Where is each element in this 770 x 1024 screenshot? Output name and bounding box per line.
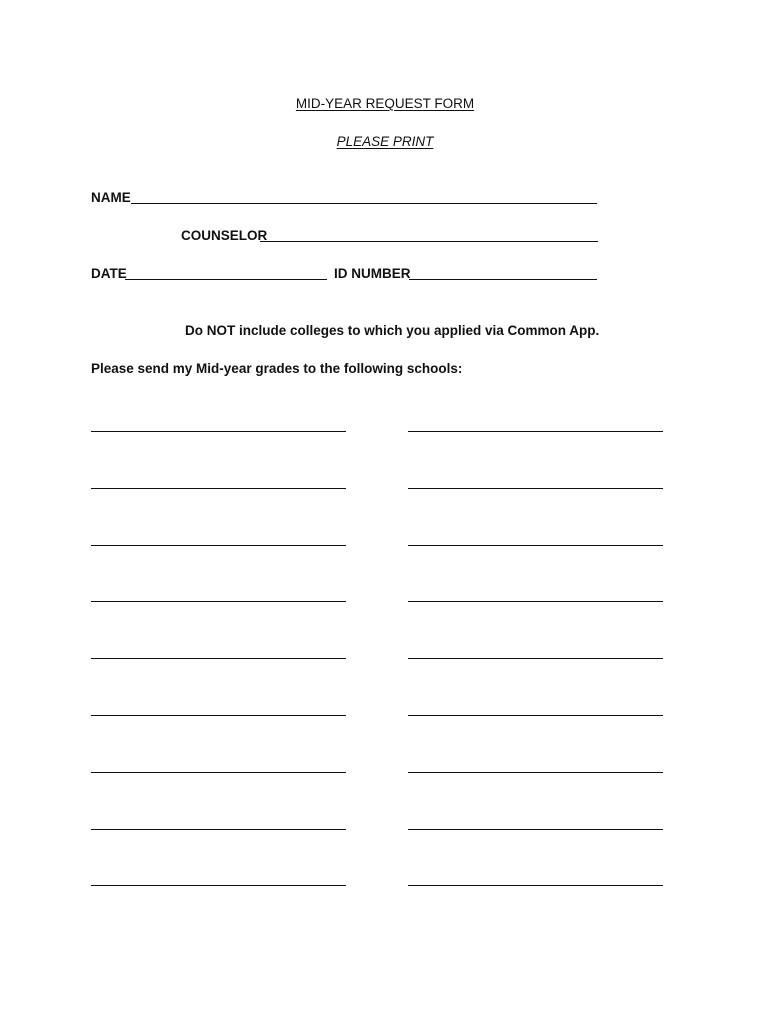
form-subtitle-text: PLEASE PRINT [336, 134, 434, 149]
form-subtitle [0, 134, 770, 150]
school-entry-line-left[interactable] [91, 885, 346, 886]
school-entry-line-left[interactable] [91, 431, 346, 432]
school-entry-line-right[interactable] [408, 772, 663, 773]
school-entry-line-right[interactable] [408, 885, 663, 886]
school-entry-line-left[interactable] [91, 488, 346, 489]
date-field-line[interactable] [125, 279, 327, 280]
counselor-label: COUNSELOR [181, 228, 268, 243]
form-title [0, 96, 770, 112]
school-entry-line-right[interactable] [408, 488, 663, 489]
form-title-text: MID-YEAR REQUEST FORM [295, 96, 475, 111]
school-entry-line-left[interactable] [91, 829, 346, 830]
school-entry-line-right[interactable] [408, 545, 663, 546]
school-entry-line-left[interactable] [91, 715, 346, 716]
id-number-label: ID NUMBER [334, 266, 411, 281]
school-entry-line-right[interactable] [408, 715, 663, 716]
name-field-line[interactable] [131, 203, 597, 204]
name-label: NAME [91, 190, 131, 205]
school-entry-line-left[interactable] [91, 658, 346, 659]
counselor-field-line[interactable] [260, 241, 598, 242]
school-entry-line-left[interactable] [91, 601, 346, 602]
school-entry-line-right[interactable] [408, 601, 663, 602]
instructions-text: Please send my Mid-year grades to the following schools: [91, 361, 463, 376]
school-entry-line-left[interactable] [91, 772, 346, 773]
date-label: DATE [91, 266, 127, 281]
school-entry-line-right[interactable] [408, 829, 663, 830]
id-number-field-line[interactable] [409, 279, 597, 280]
school-entry-line-right[interactable] [408, 658, 663, 659]
school-entry-line-right[interactable] [408, 431, 663, 432]
common-app-notice: Do NOT include colleges to which you applied via Common App. [185, 323, 600, 338]
school-entry-line-left[interactable] [91, 545, 346, 546]
